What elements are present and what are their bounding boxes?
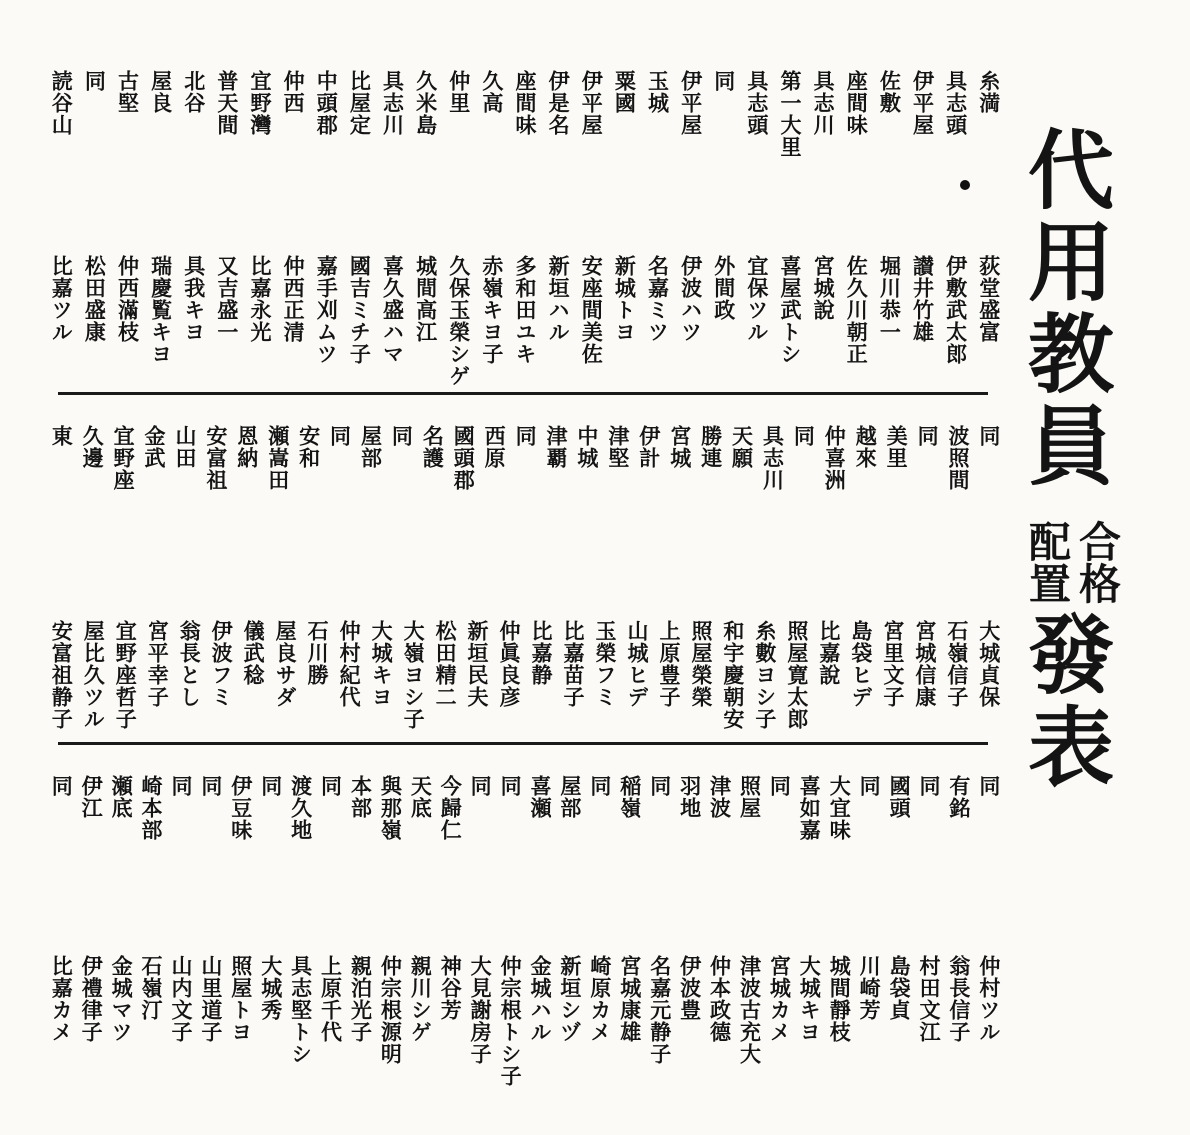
name-entry: 佐久川朝正 — [844, 255, 870, 365]
name-entry: 儀武稔 — [241, 620, 267, 686]
name-entry: 伊平屋 — [678, 70, 704, 136]
name-entry: 宮城說 — [811, 255, 837, 321]
name-entry: 具志川 — [760, 425, 786, 491]
name-entry: 同 — [168, 775, 194, 797]
name-entry: 大城秀 — [258, 955, 284, 1021]
name-entry: 粟國 — [612, 70, 638, 114]
name-entry: 石川勝 — [305, 620, 331, 686]
headline-main: 代用教員 — [1013, 125, 1114, 493]
name-entry: 和宇慶朝安 — [720, 620, 746, 730]
name-entry: 仲西正清 — [281, 255, 307, 343]
name-entry: 照屋榮榮 — [688, 620, 714, 708]
name-entry: 宮城 — [667, 425, 693, 469]
name-entry: 島袋ヒデ — [848, 620, 874, 708]
headline-sub-left: 配置 — [1023, 520, 1072, 604]
name-entry: 屋部 — [557, 775, 583, 819]
name-entry: 中城 — [574, 425, 600, 469]
name-entry: 仲西滿枝 — [115, 255, 141, 343]
name-entry: 赤嶺キヨ子 — [479, 255, 505, 365]
name-entry: 親川シゲ — [408, 955, 434, 1043]
name-entry: 久邊 — [80, 425, 106, 469]
name-entry: 國頭 — [887, 775, 913, 819]
name-entry: 糸數ヨシ子 — [752, 620, 778, 730]
name-entry: 本部 — [348, 775, 374, 819]
name-entry: 同 — [587, 775, 613, 797]
name-entry: 崎本部 — [139, 775, 165, 841]
name-entry: 屋比久ツル — [81, 620, 107, 730]
name-entry: 具志頭 — [943, 70, 969, 136]
name-entry: 勝連 — [698, 425, 724, 469]
name-entry: 普天間 — [214, 70, 240, 136]
name-entry: 安富祖静子 — [49, 620, 75, 730]
name-entry: 屋良サダ — [273, 620, 299, 708]
name-entry: 外間政 — [711, 255, 737, 321]
name-entry: 北谷 — [181, 70, 207, 114]
name-entry: 越來 — [853, 425, 879, 469]
name-entry: 宮平幸子 — [145, 620, 171, 708]
name-entry: 有銘 — [946, 775, 972, 819]
name-entry: 津波 — [707, 775, 733, 819]
name-entry: 東 — [49, 425, 75, 447]
name-entry: 喜屋武トシ — [778, 255, 803, 365]
name-entry: 今歸仁 — [438, 775, 464, 841]
name-entry: 渡久地 — [288, 775, 314, 841]
name-entry: 比嘉静 — [529, 620, 555, 686]
name-entry: 同 — [198, 775, 224, 797]
name-entry: 比嘉カメ — [49, 955, 75, 1043]
name-entry: 川崎芳 — [857, 955, 883, 1021]
name-entry: 上原千代 — [318, 955, 344, 1043]
name-entry: 同 — [513, 425, 539, 447]
name-entry: 同 — [976, 775, 1002, 797]
name-entry: 與那嶺 — [378, 775, 404, 841]
name-entry: 宮城カメ — [767, 955, 793, 1043]
name-entry: 久米島 — [413, 70, 439, 136]
name-entry: 翁長信子 — [946, 955, 972, 1043]
name-entry: 久高 — [479, 70, 505, 114]
name-entry: 具志頭 — [744, 70, 770, 136]
name-entry: 堀川恭一 — [877, 255, 903, 343]
name-entry: 同 — [857, 775, 883, 797]
name-entry: 宜野座 — [111, 425, 137, 491]
name-entry: 伊平屋 — [579, 70, 605, 136]
name-entry: 金城マツ — [109, 955, 135, 1043]
name-entry: 同 — [49, 775, 75, 797]
name-entry: 天願 — [729, 425, 755, 469]
name-entry: 伊禮律子 — [79, 955, 105, 1043]
name-entry: 新垣民夫 — [465, 620, 491, 708]
name-entry: 瀬嵩田 — [265, 425, 291, 491]
name-entry: 城間靜枝 — [827, 955, 853, 1043]
name-entry: 安和 — [296, 425, 322, 469]
name-entry: 新垣ハル — [546, 255, 572, 343]
name-entry: 古堅 — [115, 70, 141, 114]
name-entry: 具志川 — [811, 70, 837, 136]
name-entry: 照屋寛太郎 — [784, 620, 810, 730]
name-entry: 仲宗根源明 — [378, 955, 404, 1065]
name-entry: 中頭郡 — [314, 70, 340, 136]
tier-3 — [50, 425, 1000, 575]
tier-4 — [50, 620, 1000, 740]
name-entry: 比嘉ツル — [49, 255, 75, 343]
name-entry: 仲本政德 — [707, 955, 733, 1043]
name-entry: 比嘉永光 — [248, 255, 273, 343]
name-entry: 同 — [389, 425, 415, 447]
divider-rule — [58, 742, 988, 745]
name-entry: 伊計 — [636, 425, 662, 469]
name-entry: 座間味 — [844, 70, 870, 136]
tier-6 — [50, 955, 1000, 1095]
name-entry: 新城トヨ — [612, 255, 638, 343]
tier-5 — [50, 775, 1000, 895]
name-entry: 城間高江 — [413, 255, 439, 343]
name-entry: 安座間美佐 — [579, 255, 605, 365]
name-entry: 讃井竹雄 — [910, 255, 936, 343]
name-entry: 同 — [318, 775, 344, 797]
name-entry: 屋部 — [358, 425, 384, 469]
name-entry: 金城ハル — [528, 955, 553, 1043]
name-entry: 大城キヨ — [797, 955, 823, 1043]
name-entry: 伊江 — [79, 775, 105, 819]
name-entry: 伊豆味 — [228, 775, 254, 841]
name-entry: 喜瀬 — [528, 775, 553, 819]
name-entry: 同 — [647, 775, 673, 797]
name-entry: 読谷山 — [49, 70, 75, 136]
name-entry: 同 — [258, 775, 284, 797]
name-entry: 仲村紀代 — [337, 620, 363, 708]
name-entry: 照屋トヨ — [228, 955, 254, 1043]
name-entry: 名嘉元静子 — [647, 955, 673, 1065]
name-entry: 同 — [915, 425, 941, 447]
name-entry: 伊是名 — [546, 70, 572, 136]
tier-2 — [50, 255, 1000, 390]
name-entry: 具志堅トシ — [288, 955, 314, 1065]
name-entry: 久保玉榮シゲ — [446, 255, 472, 387]
name-entry: 宮城康雄 — [617, 955, 643, 1043]
name-entry: 津波古充大 — [737, 955, 763, 1065]
name-entry: 松田盛康 — [82, 255, 108, 343]
name-entry: 照屋 — [737, 775, 763, 819]
name-entry: 上原豊子 — [656, 620, 682, 708]
name-entry: 村田文江 — [916, 955, 942, 1043]
name-entry: 宜野灣 — [248, 70, 273, 136]
name-entry: 恩納 — [234, 425, 260, 469]
name-entry: 具我キヨ — [181, 255, 207, 343]
name-entry: 第一大里 — [778, 70, 803, 158]
name-entry: 仲喜洲 — [822, 425, 848, 491]
name-entry: 稲嶺 — [617, 775, 643, 819]
name-entry: 仲里 — [446, 70, 472, 114]
name-entry: 又吉盛一 — [214, 255, 240, 343]
name-entry: 同 — [468, 775, 494, 797]
tier-1 — [50, 70, 1000, 245]
name-entry: 伊敷武太郎 — [943, 255, 969, 365]
name-entry: 大嶺ヨシ子 — [401, 620, 427, 730]
name-entry: 名護 — [420, 425, 446, 469]
name-entry: 神谷芳 — [438, 955, 464, 1021]
name-entry: 伊波フミ — [209, 620, 235, 708]
name-entry: 宜保ツル — [744, 255, 770, 343]
name-entry: 石嶺信子 — [944, 620, 970, 708]
name-entry: 同 — [976, 425, 1002, 447]
name-entry: 山城ヒデ — [624, 620, 650, 708]
name-entry: 崎原カメ — [587, 955, 613, 1043]
name-entry: 大城キヨ — [369, 620, 395, 708]
name-entry: 安富祖 — [203, 425, 229, 491]
name-entry: 佐敷 — [877, 70, 903, 114]
name-entry: 松田精二 — [433, 620, 459, 708]
name-entry: 西原 — [482, 425, 508, 469]
name-entry: 國頭郡 — [451, 425, 477, 491]
name-entry: 瑞慶覧キヨ — [148, 255, 174, 365]
name-entry: 羽地 — [677, 775, 703, 819]
name-entry: 同 — [916, 775, 942, 797]
name-entry: 津覇 — [544, 425, 569, 469]
name-entry: 大見謝房子 — [468, 955, 494, 1065]
name-entry: 比嘉說 — [816, 620, 842, 686]
name-entry: 仲眞良彦 — [497, 620, 523, 708]
name-entry: 山内文子 — [168, 955, 194, 1043]
name-entry: 喜如嘉 — [797, 775, 823, 841]
name-entry: 屋良 — [148, 70, 174, 114]
name-entry: 山里道子 — [198, 955, 224, 1043]
name-entry: 島袋貞 — [887, 955, 913, 1021]
name-entry: 宮里文子 — [880, 620, 906, 708]
name-entry: 波照間 — [945, 425, 971, 491]
name-entry: 伊平屋 — [910, 70, 936, 136]
name-entry: 翁長とし — [177, 620, 203, 708]
name-entry: 石嶺汀 — [139, 955, 165, 1021]
name-entry: 比屋定 — [347, 70, 373, 136]
name-entry: 親泊光子 — [348, 955, 374, 1043]
name-entry: 宮城信康 — [912, 620, 938, 708]
name-entry: 仲宗根トシ子 — [498, 955, 524, 1087]
name-entry: 國吉ミチ子 — [347, 255, 373, 365]
name-entry: 具志川 — [380, 70, 406, 136]
name-entry: 瀬底 — [109, 775, 135, 819]
divider-rule — [58, 392, 988, 395]
name-entry: 名嘉ミツ — [645, 255, 671, 343]
name-entry: 荻堂盛富 — [976, 255, 1002, 343]
name-entry: 同 — [791, 425, 817, 447]
name-entry: 多和田ユキ — [513, 255, 538, 365]
name-entry: 座間味 — [513, 70, 538, 136]
name-entry: 玉榮フミ — [592, 620, 618, 708]
name-entry: 金武 — [142, 425, 168, 469]
name-entry: 新垣シヅ — [557, 955, 583, 1043]
name-entry: 糸満 — [976, 70, 1002, 114]
name-entry: 嘉手刈ムツ — [314, 255, 340, 365]
name-entry: 玉城 — [645, 70, 671, 114]
name-entry: 山田 — [172, 425, 198, 469]
name-entry: 同 — [327, 425, 353, 447]
name-entry: 仲西 — [281, 70, 307, 114]
name-entry: 同 — [498, 775, 524, 797]
name-entry: 同 — [82, 70, 108, 92]
name-entry: 伊波ハツ — [678, 255, 704, 343]
name-entry: 天底 — [408, 775, 434, 819]
name-entry: 宜野座哲子 — [113, 620, 139, 730]
name-entry: 比嘉苗子 — [561, 620, 586, 708]
name-entry: 津堅 — [605, 425, 631, 469]
name-entry: 仲村ツル — [976, 955, 1002, 1043]
name-entry: 大宜味 — [827, 775, 853, 841]
name-entry: 美里 — [884, 425, 910, 469]
name-entry: 大城貞保 — [976, 620, 1002, 708]
headline-tail: 發表 — [1013, 610, 1114, 794]
name-entry: 同 — [767, 775, 793, 797]
name-entry: 伊波豊 — [677, 955, 703, 1021]
name-entry: 喜久盛ハマ — [380, 255, 406, 365]
headline-sub-right: 合格 — [1073, 520, 1122, 604]
name-entry: 同 — [711, 70, 737, 92]
